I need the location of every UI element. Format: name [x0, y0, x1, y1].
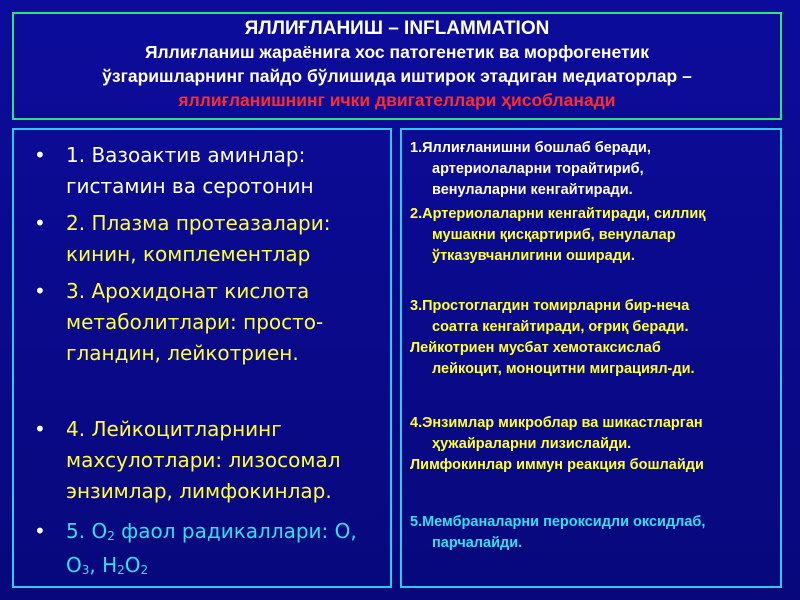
bullet-icon: •: [34, 519, 46, 543]
item-3-line-1: 3. Арохидонат кислота: [66, 279, 310, 303]
item-4-line-1: 4. Лейкоцитларнинг: [66, 417, 282, 441]
item-2-line-1: 2. Плазма протеазалари:: [66, 211, 331, 235]
item-2-line-2: кинин, комплементлар: [66, 242, 311, 266]
bullet-icon: •: [34, 143, 46, 167]
effect-2: 2.Артериолаларни кенгайтиради, силлиқ мушакни қисқартириб, венулалар ўтказувчанлигини оширади.: [410, 206, 706, 264]
item-3-line-3: гландин, лейкотриен.: [66, 341, 299, 365]
effect-4: 4.Энзимлар микроблар ва шикастларган ҳужайраларни лизислайди. Лимфокинлар иммун реакция бошлайди: [410, 415, 704, 473]
effect-3: 3.Простоглагдин томирларни бир-неча соатга кенгайтиради, оғриқ беради. Лейкотриен мусбат хемотаксислаб лейкоцит, моноцитни миграциял-ди.: [410, 298, 695, 377]
item-1-line-1: 1. Вазоактив аминлар:: [66, 143, 306, 167]
header-line-1: Яллиғланиш жараёнига хос патогенетик ва морфогенетик: [144, 42, 650, 62]
bullet-icon: •: [34, 211, 46, 235]
item-4-line-3: энзимлар, лимфокинлар.: [66, 479, 332, 503]
effect-5: 5.Мембраналарни пероксидли оксидлаб, парчалайди.: [410, 514, 706, 551]
header-line-2: ўзгаришларнинг пайдо бўлишида иштирок этадиган медиаторлар –: [102, 66, 692, 86]
item-5-line-2: $O_3$, $H_2O_2$: [66, 553, 149, 577]
header-box: [12, 12, 782, 120]
bullet-icon: •: [34, 417, 46, 441]
slide-title: ЯЛЛИҒЛАНИШ – INFLAMMATION: [244, 18, 550, 39]
effect-1: 1.Яллиғланишни бошлаб беради, артериолаларни торайтириб, венулаларни кенгайтиради.: [410, 140, 651, 198]
item-1-line-2: гистамин ва серотонин: [66, 174, 314, 198]
bullet-icon: •: [34, 279, 46, 303]
header-line-red: яллиғланишнинг ички двигателлари ҳисобланади: [178, 90, 616, 110]
right-panel: [400, 128, 782, 588]
left-panel: [12, 128, 392, 588]
item-3-line-2: метаболитлари: просто-: [66, 310, 324, 334]
item-4-line-2: махсулотлари: лизосомал: [66, 448, 341, 472]
item-5-line-1: 5. $O_2$ фаол радикаллари: O,: [66, 519, 357, 543]
